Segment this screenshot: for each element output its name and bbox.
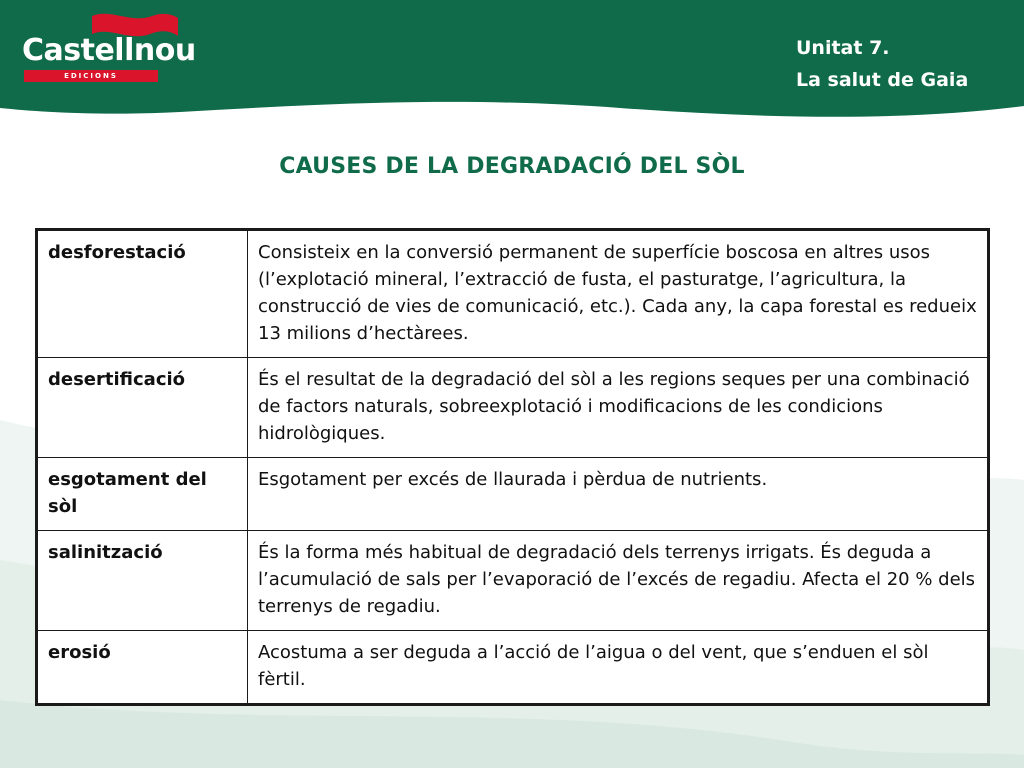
- page-title: CAUSES DE LA DEGRADACIÓ DEL SÒL: [279, 154, 745, 179]
- unit-name: La salut de Gaia: [796, 69, 969, 91]
- term-cell: erosió: [37, 631, 248, 705]
- unit-number: Unitat 7.: [796, 37, 890, 59]
- causes-table-body: [37, 230, 989, 705]
- description-cell: Esgotament per excés de llaurada i pèrdua de nutrients.: [248, 458, 989, 531]
- description-cell: Acostuma a ser deguda a l’acció de l’aigua o del vent, que s’enduen el sòl fèrtil.: [248, 631, 989, 705]
- term-cell: desforestació: [37, 230, 248, 358]
- brand-name: Castellnou: [22, 33, 196, 68]
- term-cell: salinització: [37, 531, 248, 631]
- description-cell: És la forma més habitual de degradació dels terrenys irrigats. És deguda a l’acumulació de sals per l’evaporació de l’excés de regadiu. Afecta el 20 % dels terrenys de regadiu.: [248, 531, 989, 631]
- description-cell: És el resultat de la degradació del sòl a les regions seques per una combinació de factors naturals, sobreexplotació i modificacions de les condicions hidrològiques.: [248, 358, 989, 458]
- description-cell: Consisteix en la conversió permanent de superfície boscosa en altres usos (l’explotació mineral, l’extracció de fusta, el pasturatge, l’agricultura, la construcció de vies de comunicació, etc.). Cada any, la capa forestal es redueix 13 milions d’hectàrees.: [248, 230, 989, 358]
- table-row: [37, 458, 989, 531]
- term-cell: esgotament del sòl: [37, 458, 248, 531]
- term-cell: desertificació: [37, 358, 248, 458]
- brand-sub: EDICIONS: [24, 70, 158, 82]
- table-row: [37, 358, 989, 458]
- unit-label: [796, 32, 1000, 96]
- table-row: [37, 230, 989, 358]
- brand-logo[interactable]: [22, 8, 196, 80]
- table-row: [37, 531, 989, 631]
- table-row: [37, 631, 989, 705]
- causes-table: [35, 228, 990, 706]
